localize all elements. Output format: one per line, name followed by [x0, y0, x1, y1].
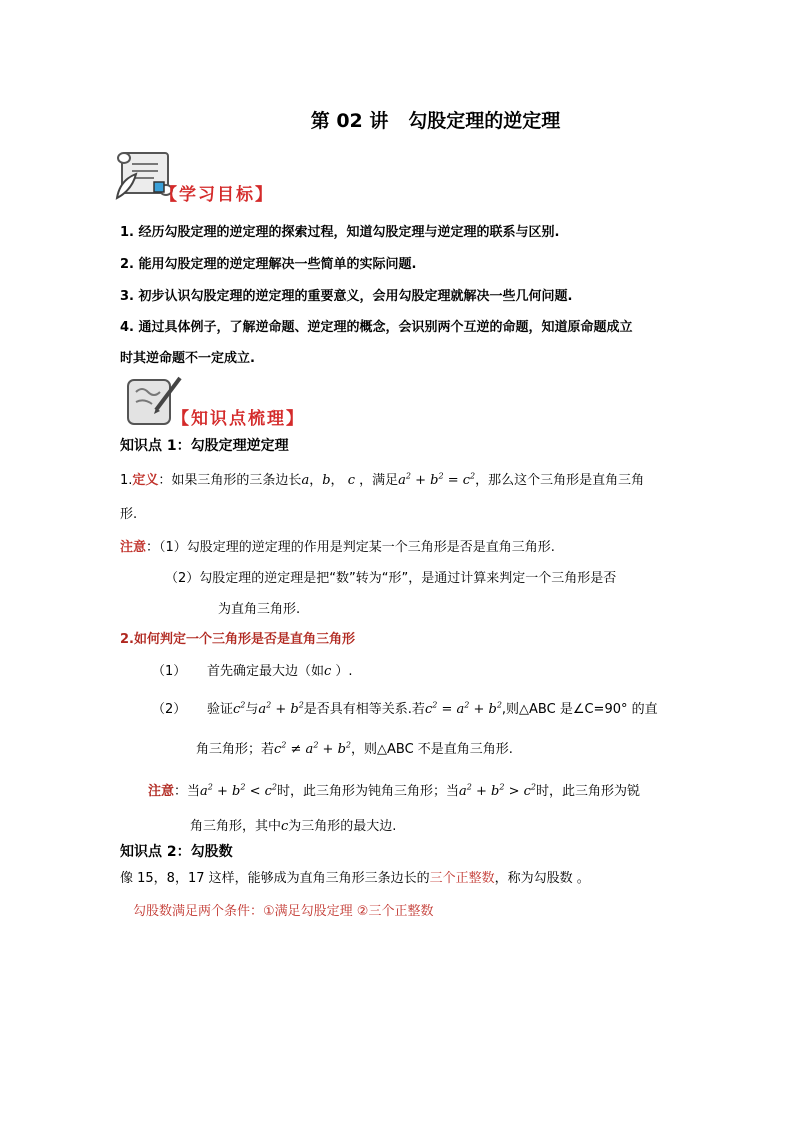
- page-title: [0, 106, 793, 133]
- lesson-number: 第 02 讲: [310, 110, 389, 132]
- math-inequality: $c^2 \ne a^2 + b^2$: [274, 740, 351, 757]
- note3-line-2: [190, 815, 396, 834]
- goals-banner: 【学习目标】: [160, 185, 274, 205]
- step2-line-2: [196, 738, 513, 757]
- step2-text-d: ,则△ABC 是∠C=90° 的直: [501, 702, 658, 717]
- conditions-line: 勾股数满足两个条件：①满足勾股定理 ②三个正整数: [133, 904, 434, 919]
- goal-item: 1. 经历勾股定理的逆定理的探索过程，知道勾股定理与逆定理的联系与区别.: [120, 225, 560, 240]
- note1-text: ：（1）勾股定理的逆定理的作用是判定某一个三角形是否是直角三角形.: [146, 540, 555, 555]
- step1-num: （1）: [152, 664, 187, 679]
- triple-line: [120, 867, 590, 886]
- goal-item: 2. 能用勾股定理的逆定理解决一些简单的实际问题.: [120, 257, 417, 272]
- goal-item: 4. 通过具体例子，了解逆命题、逆定理的概念，会识别两个互逆的命题，知道原命题成立: [120, 320, 633, 335]
- step2-line: [152, 698, 658, 717]
- triple-text-b: ，称为勾股数 。: [494, 871, 590, 886]
- def-text-c: ，那么这个三角形是直角三角: [475, 473, 645, 488]
- triple-highlight: 三个正整数: [429, 871, 495, 886]
- def-text-b: ，满足: [359, 473, 399, 488]
- math-c: c: [323, 664, 332, 679]
- step2-text-a: 验证: [206, 702, 233, 717]
- note2-text: （2）勾股定理的逆定理是把“数”转为“形”，是通过计算来判定一个三角形是否: [165, 571, 617, 586]
- math-a2b2: $a^2 + b^2$: [258, 700, 304, 717]
- math-c: c: [347, 473, 355, 488]
- point1-heading: 知识点 1：勾股定理逆定理: [120, 438, 289, 454]
- definition-line: 1.定义：如果三角形的三条边长a，b， c ，满足$a^2 + b^2 = c^2$，那么这个三角形是直角三角: [120, 471, 645, 488]
- math-c: c: [281, 819, 289, 834]
- note3-line: [148, 780, 640, 799]
- goal-item: 时其逆命题不一定成立.: [120, 351, 255, 366]
- math-abc: a: [301, 473, 310, 488]
- step1-text-a: 首先确定最大边（如: [206, 664, 324, 679]
- def-num: 1.: [120, 473, 133, 488]
- step2-text-e: 角三角形；若: [196, 742, 275, 757]
- def-label: 定义: [132, 473, 159, 488]
- step2-text-f: ，则△ABC 不是直角三角形.: [350, 742, 513, 757]
- note3-text-e: 为三角形的最大边.: [288, 819, 397, 834]
- judge-heading: 2.如何判定一个三角形是否是直角三角形: [120, 632, 355, 647]
- math-equality: $c^2 = a^2 + b^2$: [424, 700, 502, 717]
- math-pythagoras: $a^2 + b^2 = c^2$: [398, 471, 476, 488]
- lesson-name: 勾股定理的逆定理: [408, 110, 561, 132]
- def-text-d: 形.: [120, 507, 138, 522]
- note-line-1: [120, 536, 555, 555]
- step2-num: （2）: [152, 702, 187, 717]
- step1-line: [152, 660, 353, 679]
- math-obtuse: $a^2 + b^2 < c^2$: [200, 782, 278, 799]
- knowledge-banner: 【知识点梳理】: [172, 409, 305, 429]
- note-label: 注意: [120, 540, 147, 555]
- math-b: b: [322, 473, 331, 488]
- note3-text-c: 时，此三角形为锐: [536, 784, 641, 799]
- note3-label: 注意: [148, 784, 175, 799]
- step1-text-b: ）.: [335, 664, 353, 679]
- math-c2: $c^2$: [232, 700, 246, 717]
- note3-text-b: 时，此三角形为钝角三角形；当: [277, 784, 460, 799]
- note3-text-d: 角三角形，其中: [190, 819, 282, 834]
- def-text-a: ：如果三角形的三条边长: [158, 473, 302, 488]
- note2b-text: 为直角三角形.: [218, 602, 301, 617]
- note3-text-a: ：当: [174, 784, 201, 799]
- step2-text-c: 是否具有相等关系.若: [303, 702, 425, 717]
- goal-item: 3. 初步认识勾股定理的逆定理的重要意义，会用勾股定理就解决一些几何问题.: [120, 289, 573, 304]
- triple-text-a: 像 15，8，17 这样，能够成为直角三角形三条边长的: [120, 871, 430, 886]
- point2-heading: 知识点 2：勾股数: [120, 844, 233, 860]
- math-acute: $a^2 + b^2 > c^2$: [459, 782, 537, 799]
- step2-text-b: 与: [245, 702, 259, 717]
